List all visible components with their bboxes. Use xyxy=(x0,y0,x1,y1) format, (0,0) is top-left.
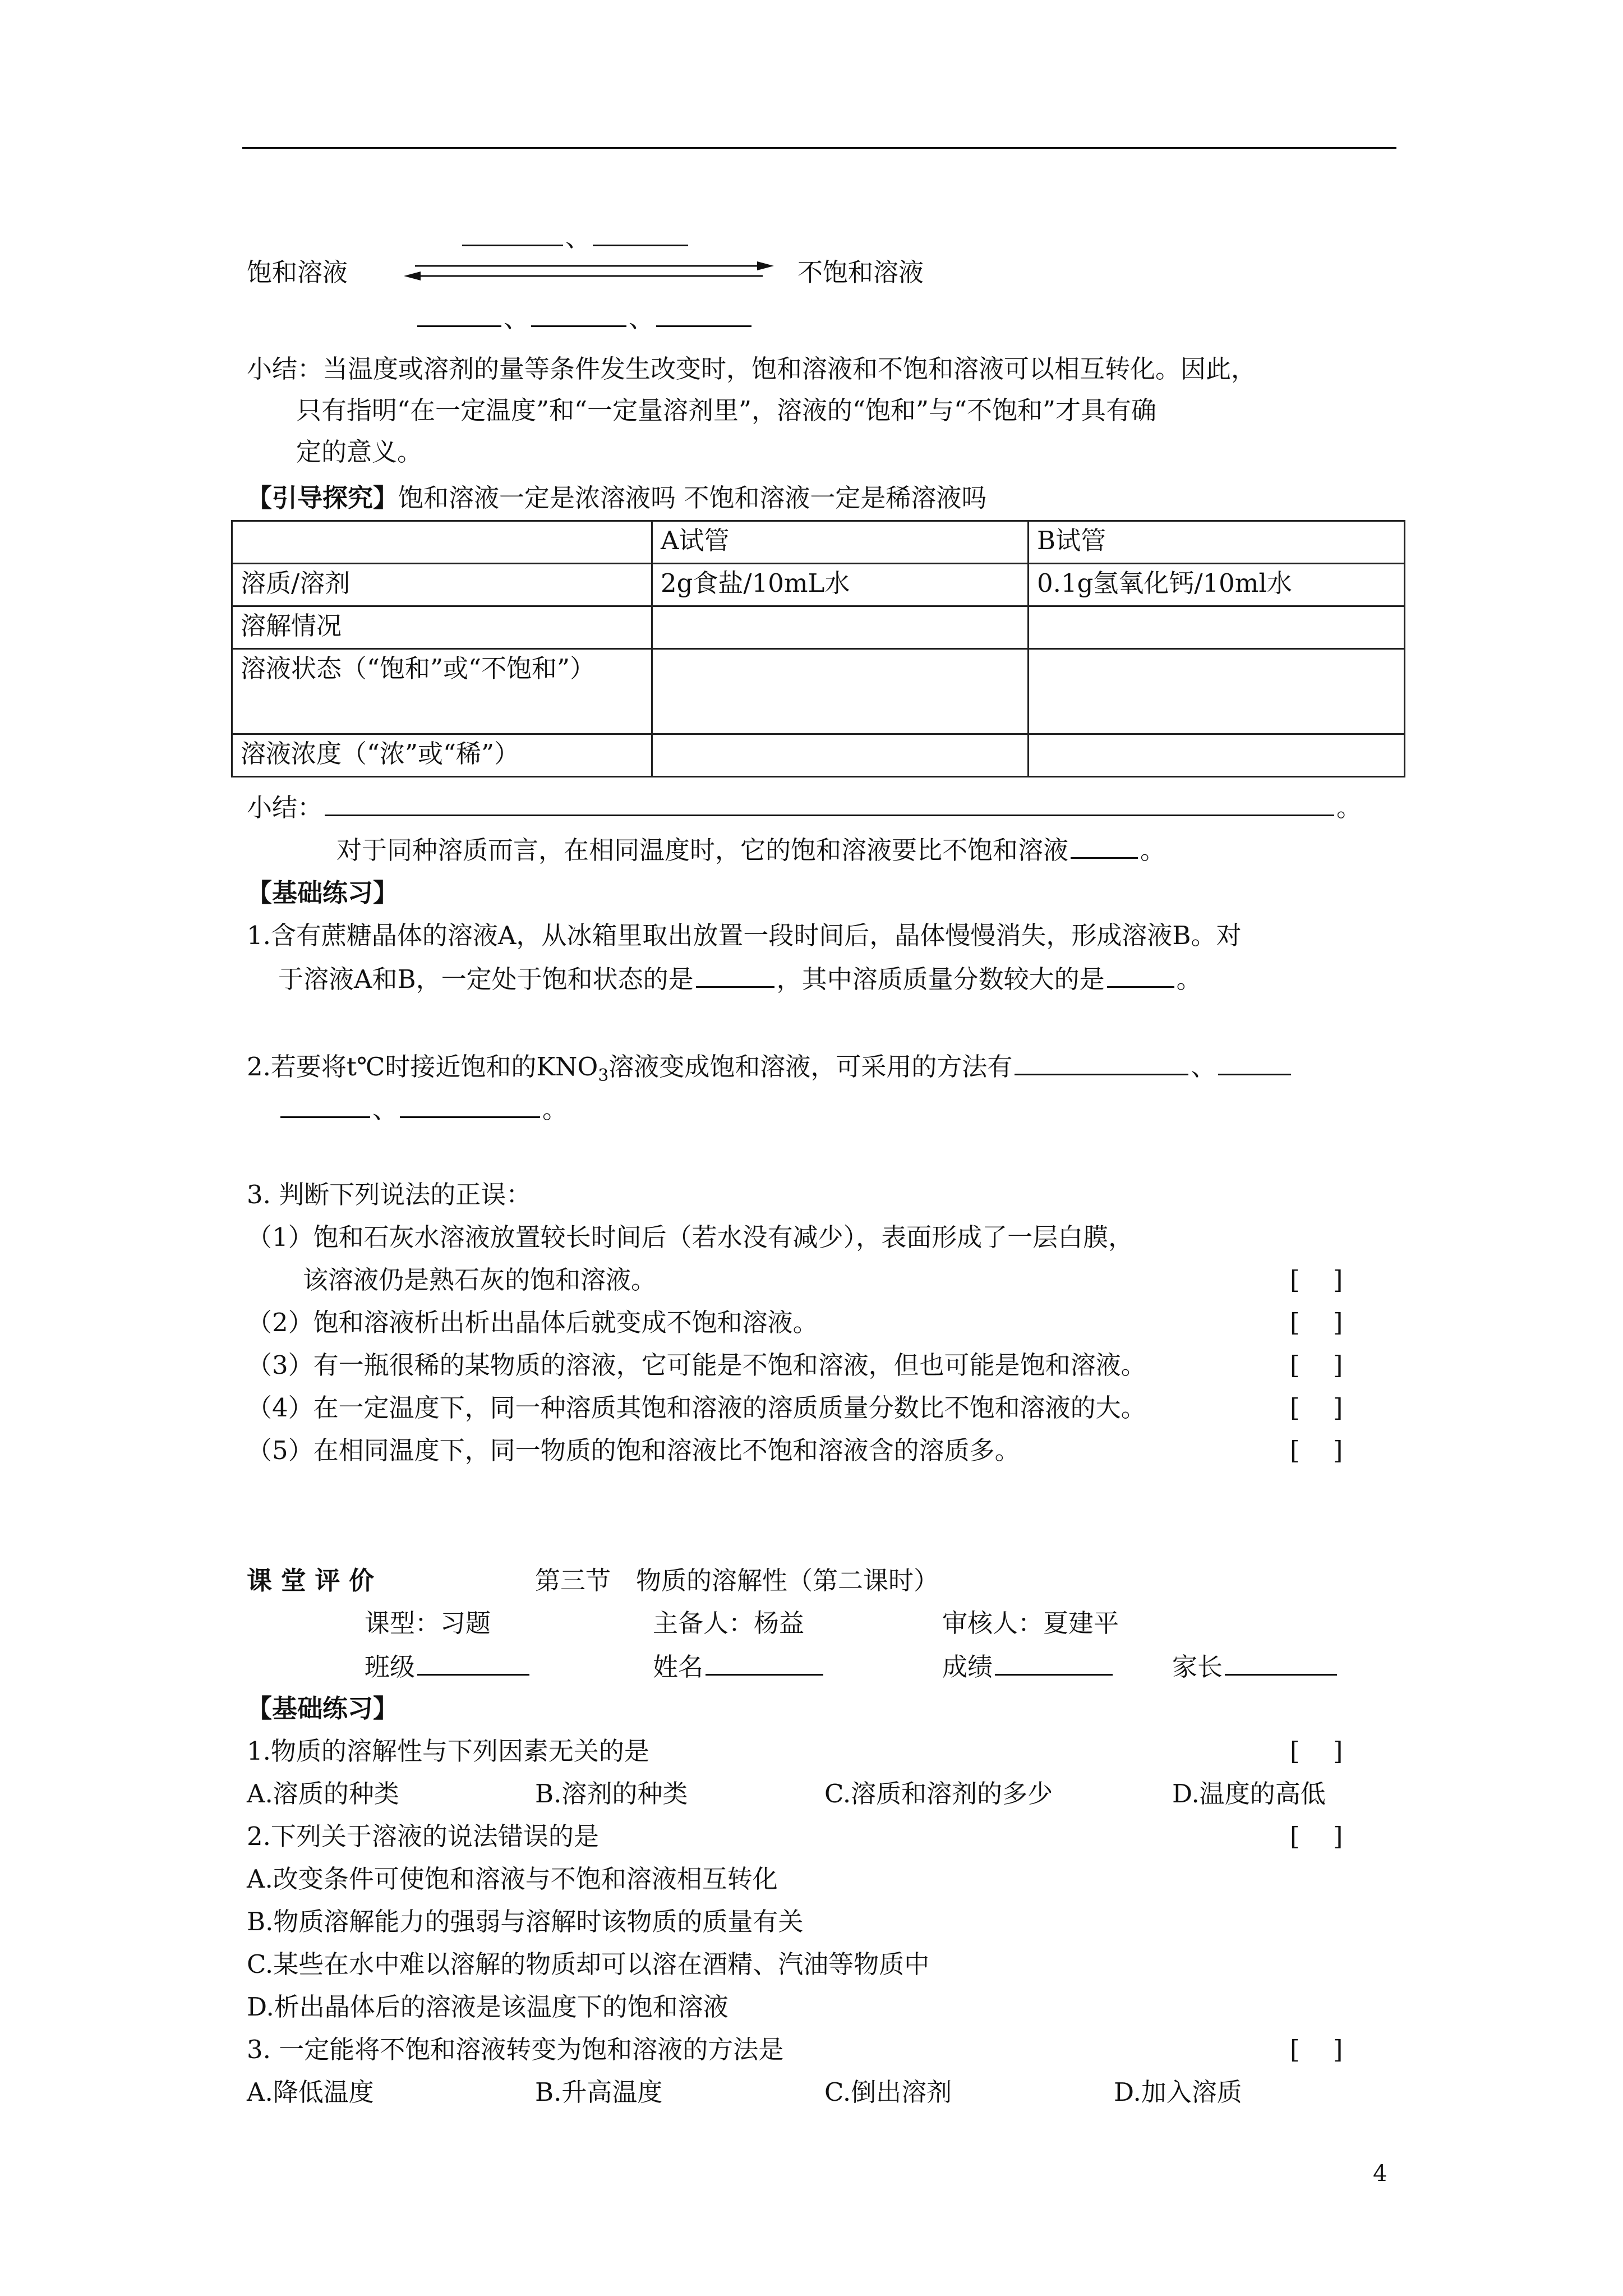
q3-item: （5）在相同温度下，同一物质的饱和溶液比不饱和溶液含的溶质多。 xyxy=(247,1435,1020,1465)
guide-line xyxy=(247,484,986,513)
answer-bracket: [ ] xyxy=(1290,1265,1343,1295)
q3-item: 该溶液仍是熟石灰的饱和溶液。 xyxy=(303,1265,657,1295)
conversion-top-separator: 、 xyxy=(565,223,591,252)
class-blank[interactable] xyxy=(417,1651,529,1676)
answer-bracket: [ ] xyxy=(1290,1350,1343,1380)
saturated-label: 饱和溶液 xyxy=(247,257,348,287)
answer-bracket: [ ] xyxy=(1290,1435,1343,1465)
evaluation-section: 第三节 物质的溶解性（第二课时） xyxy=(535,1566,939,1595)
table-cell xyxy=(1029,649,1405,734)
table-cell: 溶解情况 xyxy=(232,606,652,649)
table-header-cell xyxy=(232,521,652,564)
double-arrow-icon xyxy=(404,260,774,283)
table-row xyxy=(232,734,1405,777)
q3-item: （3）有一瓶很稀的某物质的溶液，它可能是不饱和溶液，但也可能是饱和溶液。 xyxy=(247,1350,1146,1380)
option: A.溶质的种类 xyxy=(247,1779,399,1809)
class-field: 班级 xyxy=(365,1651,532,1682)
option: B.物质溶解能力的强弱与溶解时该物质的质量有关 xyxy=(247,1907,804,1936)
score-field: 成绩 xyxy=(942,1651,1115,1682)
table-cell xyxy=(652,734,1029,777)
table-cell: 0.1g氢氧化钙/10ml水 xyxy=(1029,564,1405,606)
evaluation-title: 课 堂 评 价 xyxy=(247,1566,374,1595)
basic1-q2-line2: 、 。 xyxy=(278,1094,568,1124)
q3-item: （1）饱和石灰水溶液放置较长时间后（若水没有减少），表面形成了一层白膜， xyxy=(247,1222,1134,1252)
lesson-type: 课型：习题 xyxy=(365,1608,491,1638)
basic1-heading: 【基础练习】 xyxy=(247,878,399,908)
score-blank[interactable] xyxy=(995,1651,1113,1676)
table-cell xyxy=(652,649,1029,734)
option: B.升高温度 xyxy=(535,2077,663,2107)
option: C.溶质和溶剂的多少 xyxy=(824,1779,1053,1809)
basic1-q1-line1: 1.含有蔗糖晶体的溶液A，从冰箱里取出放置一段时间后，晶体慢慢消失，形成溶液B。对 xyxy=(247,921,1242,950)
basic1-q3-title: 3. 判断下列说法的正误： xyxy=(247,1180,532,1209)
option: C.倒出溶剂 xyxy=(824,2077,952,2107)
conversion-top-blanks xyxy=(460,222,690,252)
table-row xyxy=(232,606,1405,649)
table-cell xyxy=(652,606,1029,649)
answer-bracket: [ ] xyxy=(1290,1393,1343,1423)
basic2-heading: 【基础练习】 xyxy=(247,1694,399,1723)
table-row xyxy=(232,564,1405,606)
summary1-line1: 小结：当温度或溶剂的量等条件发生改变时，饱和溶液和不饱和溶液可以相互转化。因此， xyxy=(247,354,1257,384)
answer-bracket: [ ] xyxy=(1290,1736,1343,1766)
preparer: 主备人：杨益 xyxy=(653,1608,805,1638)
summary1-line2: 只有指明“在一定温度”和“一定量溶剂里”，溶液的“饱和”与“不饱和”才具有确 xyxy=(296,395,1157,425)
basic2-q3: 3. 一定能将不饱和溶液转变为饱和溶液的方法是 xyxy=(247,2035,784,2064)
table-header-cell: B试管 xyxy=(1029,521,1405,564)
name-blank[interactable] xyxy=(706,1651,823,1676)
q3-item: （4）在一定温度下，同一种溶质其饱和溶液的溶质质量分数比不饱和溶液的大。 xyxy=(247,1393,1146,1423)
parent-blank[interactable] xyxy=(1225,1651,1337,1676)
header-rule xyxy=(242,147,1396,149)
basic2-q2: 2.下列关于溶液的说法错误的是 xyxy=(247,1821,599,1851)
table-cell: 溶液状态（“饱和”或“不饱和”） xyxy=(232,649,652,734)
summary2-line2: 对于同种溶质而言，在相同温度时，它的饱和溶液要比不饱和溶液 。 xyxy=(336,835,1166,865)
answer-bracket: [ ] xyxy=(1290,2035,1343,2064)
summary1-line3: 定的意义。 xyxy=(296,437,423,467)
summary2-line1: 小结： 。 xyxy=(247,793,1362,822)
guide-question: 饱和溶液一定是浓溶液吗 不饱和溶液一定是稀溶液吗 xyxy=(398,483,987,513)
table-cell: 2g食盐/10mL水 xyxy=(652,564,1029,606)
answer-bracket: [ ] xyxy=(1290,1821,1343,1851)
name-field: 姓名 xyxy=(653,1651,826,1682)
option: C.某些在水中难以溶解的物质却可以溶在酒精、汽油等物质中 xyxy=(247,1949,930,1979)
answer-bracket: [ ] xyxy=(1290,1308,1343,1337)
table-row xyxy=(232,649,1405,734)
option: D.析出晶体后的溶液是该温度下的饱和溶液 xyxy=(247,1992,728,2022)
option: D.加入溶质 xyxy=(1114,2077,1242,2107)
option: A.降低温度 xyxy=(247,2077,374,2107)
table-header-row xyxy=(232,521,1405,564)
page-number: 4 xyxy=(1373,2161,1387,2187)
experiment-table xyxy=(231,520,1405,777)
table-cell xyxy=(1029,606,1405,649)
reviewer: 审核人：夏建平 xyxy=(942,1608,1119,1638)
basic2-q1: 1.物质的溶解性与下列因素无关的是 xyxy=(247,1736,649,1766)
guide-heading: 【引导探究】 xyxy=(247,483,399,513)
table-cell: 溶液浓度（“浓”或“稀”） xyxy=(232,734,652,777)
unsaturated-label: 不饱和溶液 xyxy=(797,257,924,287)
basic1-q2-line1: 2.若要将t℃时接近饱和的$KNO_3$溶液变成饱和溶液，可采用的方法有 、 xyxy=(247,1051,1293,1086)
basic1-q1-line2: 于溶液A和B，一定处于饱和状态的是 ，其中溶质质量分数较大的是 。 xyxy=(278,964,1202,994)
option: B.溶剂的种类 xyxy=(535,1779,688,1809)
table-header-cell: A试管 xyxy=(652,521,1029,564)
conversion-bottom-blanks: 、 、 xyxy=(415,303,754,333)
option: A.改变条件可使饱和溶液与不饱和溶液相互转化 xyxy=(247,1864,778,1894)
parent-field: 家长 xyxy=(1172,1651,1339,1682)
table-cell: 溶质/溶剂 xyxy=(232,564,652,606)
option: D.温度的高低 xyxy=(1172,1779,1326,1809)
table-cell xyxy=(1029,734,1405,777)
q3-item: （2）饱和溶液析出析出晶体后就变成不饱和溶液。 xyxy=(247,1308,818,1337)
